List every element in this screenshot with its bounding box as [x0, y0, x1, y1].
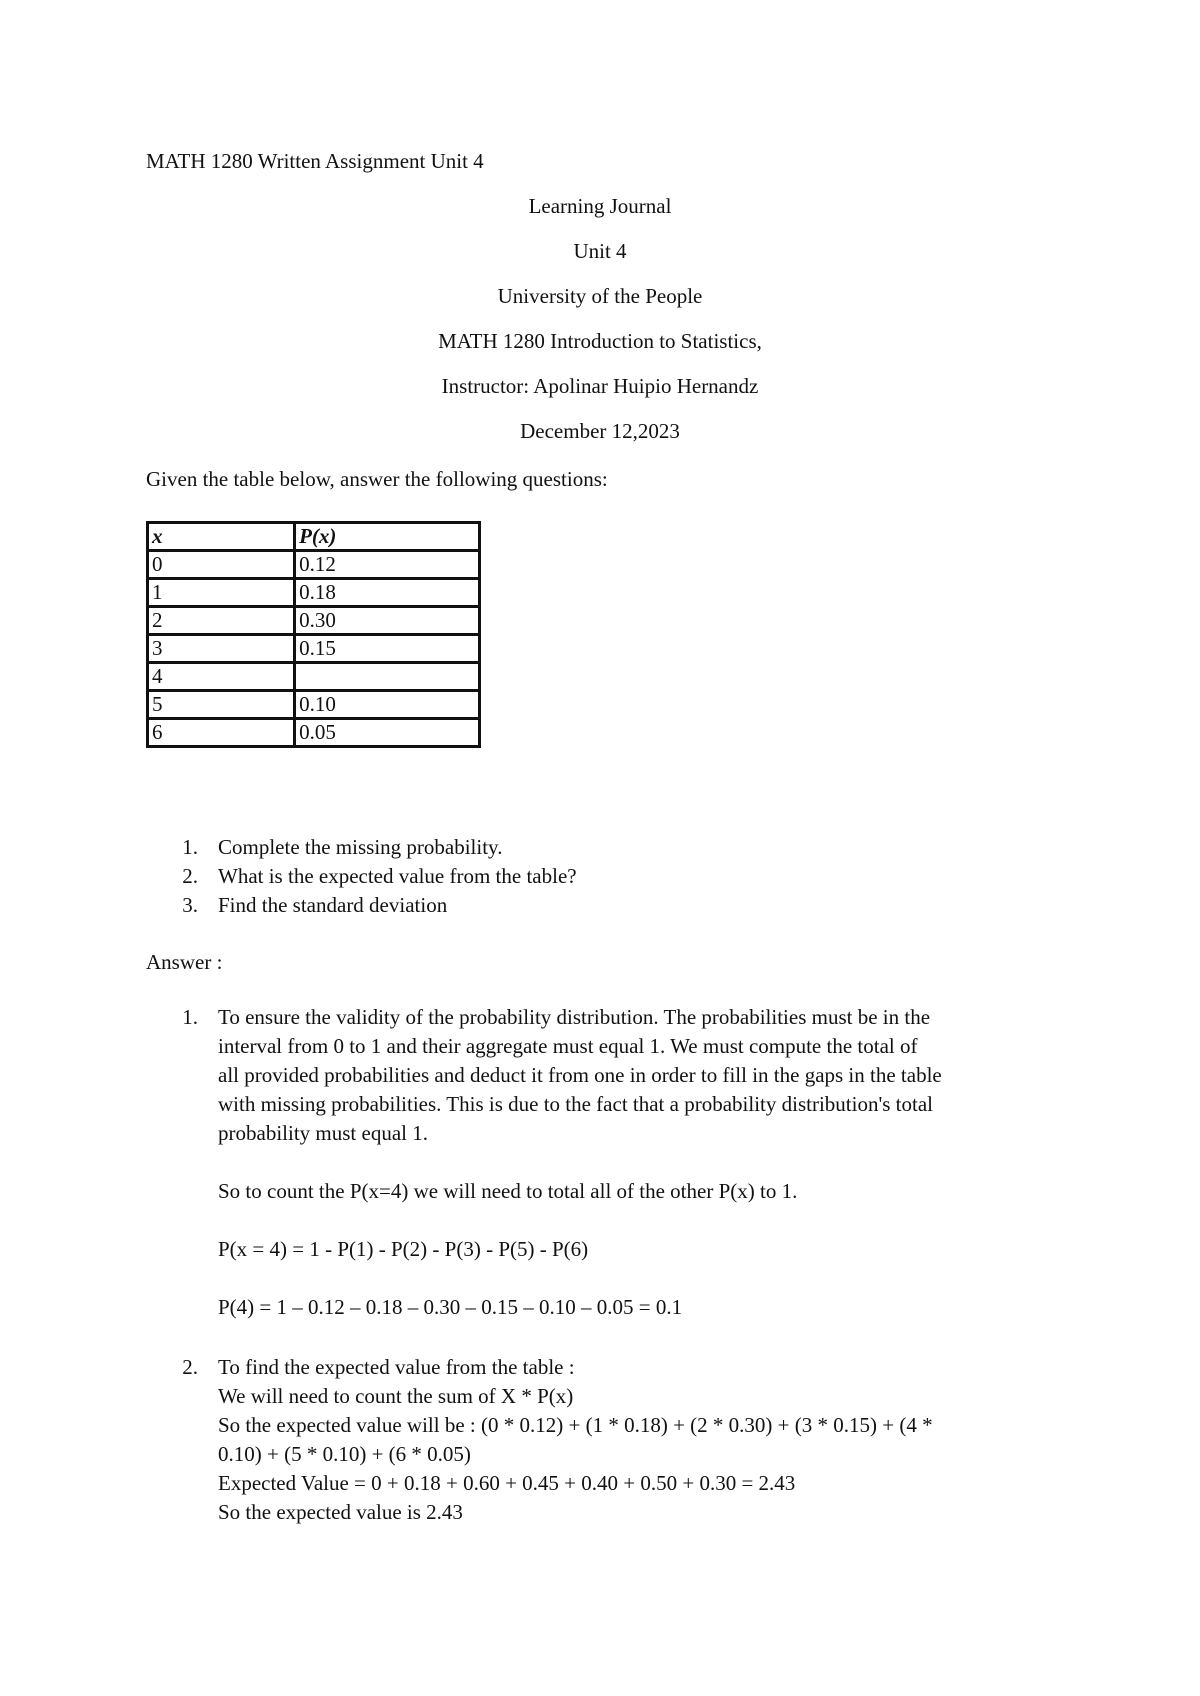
answer-paragraph-line: To ensure the validity of the probability distribution. The probabilities must be in the	[218, 1005, 931, 1029]
header-x: x	[148, 523, 295, 551]
cell-x: 0	[148, 551, 295, 579]
cell-x: 6	[148, 719, 295, 747]
answer-paragraph-line: probability must equal 1.	[218, 1121, 428, 1145]
cell-px: 0.10	[295, 691, 480, 719]
table-header-row	[148, 523, 480, 551]
date: December 12,2023	[520, 419, 680, 443]
table-row	[148, 691, 480, 719]
answer-label: Answer :	[146, 950, 223, 974]
cell-x: 5	[148, 691, 295, 719]
answer-paragraph-line: 0.10) + (5 * 0.10) + (6 * 0.05)	[218, 1442, 471, 1466]
header-px: P(x)	[295, 523, 480, 551]
question-text: What is the expected value from the table?	[218, 864, 577, 888]
cell-px: 0.15	[295, 635, 480, 663]
assignment-title-line: MATH 1280 Written Assignment Unit 4	[146, 149, 484, 173]
table-row	[148, 719, 480, 747]
answer-paragraph-line: all provided probabilities and deduct it from one in order to fill in the gaps in the table	[218, 1063, 942, 1087]
cell-px: 0.05	[295, 719, 480, 747]
table-row	[148, 663, 480, 691]
question-number: 1.	[182, 835, 198, 859]
university-name: University of the People	[497, 284, 703, 308]
course-name: MATH 1280 Introduction to Statistics,	[438, 329, 762, 353]
cell-x: 2	[148, 607, 295, 635]
count-line: So to count the P(x=4) we will need to total all of the other P(x) to 1.	[218, 1179, 798, 1203]
table-row	[148, 551, 480, 579]
journal-title: Learning Journal	[528, 194, 672, 218]
cell-x: 3	[148, 635, 295, 663]
instructor-name: Instructor: Apolinar Huipio Hernandz	[441, 374, 759, 398]
answer-number: 2.	[182, 1355, 198, 1379]
unit-label: Unit 4	[573, 239, 627, 263]
table-row	[148, 635, 480, 663]
table-row	[148, 579, 480, 607]
probability-table	[146, 521, 481, 748]
cell-px: 0.18	[295, 579, 480, 607]
question-text: Find the standard deviation	[218, 893, 448, 917]
answer-paragraph-line: with missing probabilities. This is due to the fact that a probability distribution's total	[218, 1092, 933, 1116]
cell-px: 0.12	[295, 551, 480, 579]
answer-paragraph-line: To find the expected value from the table :	[218, 1355, 575, 1379]
cell-px: 0.30	[295, 607, 480, 635]
table-row	[148, 607, 480, 635]
formula-line: P(4) = 1 – 0.12 – 0.18 – 0.30 – 0.15 – 0.10 – 0.05 = 0.1	[218, 1295, 683, 1319]
answer-paragraph-line: So the expected value will be : (0 * 0.12) + (1 * 0.18) + (2 * 0.30) + (3 * 0.15) + (4 *	[218, 1413, 933, 1437]
cell-px-missing	[295, 663, 480, 691]
answer-paragraph-line: We will need to count the sum of X * P(x)	[218, 1384, 574, 1408]
answer-paragraph-line: So the expected value is 2.43	[218, 1500, 463, 1524]
formula-line: P(x = 4) = 1 - P(1) - P(2) - P(3) - P(5) - P(6)	[218, 1237, 589, 1261]
question-number: 3.	[182, 893, 198, 917]
intro-text: Given the table below, answer the following questions:	[146, 467, 608, 491]
question-number: 2.	[182, 864, 198, 888]
answer-number: 1.	[182, 1005, 198, 1029]
cell-x: 4	[148, 663, 295, 691]
answer-paragraph-line: Expected Value = 0 + 0.18 + 0.60 + 0.45 + 0.40 + 0.50 + 0.30 = 2.43	[218, 1471, 796, 1495]
cell-x: 1	[148, 579, 295, 607]
answer-paragraph-line: interval from 0 to 1 and their aggregate must equal 1. We must compute the total of	[218, 1034, 918, 1058]
question-text: Complete the missing probability.	[218, 835, 503, 859]
